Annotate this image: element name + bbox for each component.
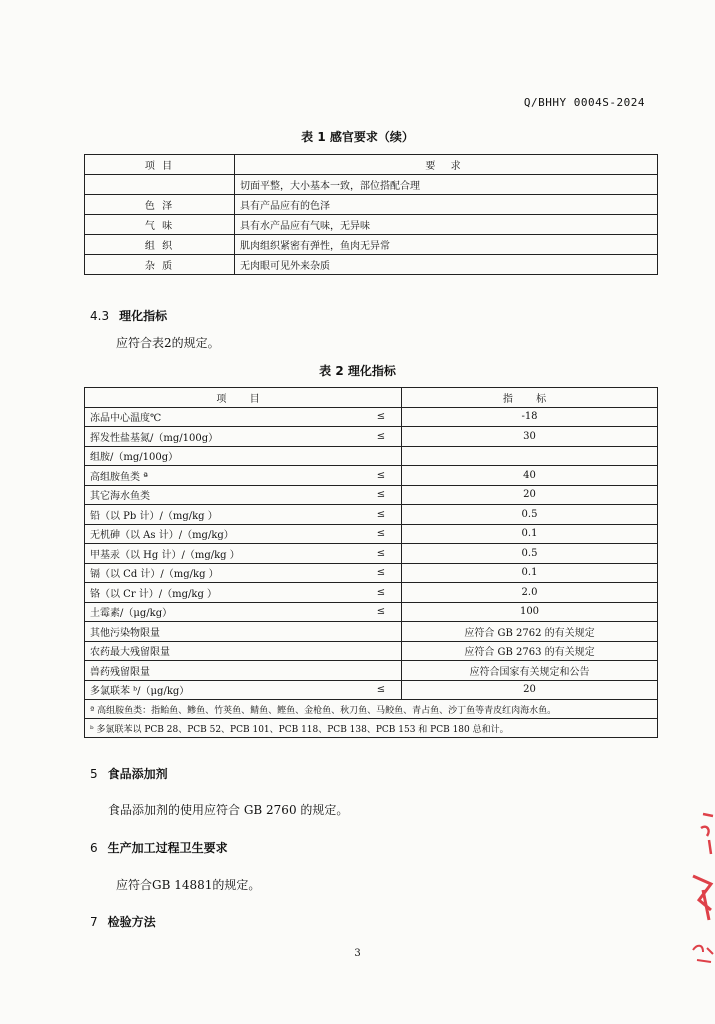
table-cell-value: 0.1 [402, 563, 658, 583]
table2-title: 表 2 理化指标 [319, 364, 396, 378]
table-cell-value: 20 [402, 485, 658, 505]
table-cell-item: 多氯联苯 ᵇ/（μg/kg） [85, 680, 362, 700]
table-row [85, 235, 658, 255]
table-cell-value: 100 [402, 602, 658, 622]
table-header-cell: 项 目 [85, 388, 402, 408]
table-row [85, 680, 658, 700]
table-row [85, 466, 658, 486]
table-row [85, 641, 658, 661]
section-number: 4.3 [90, 309, 110, 323]
seal-stamp-fragment [689, 870, 715, 930]
table-cell-operator: ≤ [361, 563, 402, 583]
section-title: 检验方法 [107, 915, 156, 929]
table-cell-value: 2.0 [402, 583, 658, 603]
table-cell-value [402, 446, 658, 466]
section-title: 生产加工过程卫生要求 [107, 841, 228, 855]
table-cell-value: -18 [402, 407, 658, 427]
table-cell-item: 其他污染物限量 [85, 622, 362, 642]
table-cell-item: 铬（以 Cr 计）/（mg/kg ） [85, 583, 362, 603]
table-cell-operator [361, 446, 402, 466]
table-cell-item: 无机砷（以 As 计）/（mg/kg） [85, 524, 362, 544]
section-title: 理化指标 [119, 309, 168, 323]
table-cell: 杂 质 [85, 255, 235, 275]
table-row [85, 175, 658, 195]
section-title: 食品添加剂 [107, 767, 168, 781]
table-cell-operator: ≤ [361, 583, 402, 603]
table-row [85, 255, 658, 275]
table-cell: 气 味 [85, 215, 235, 235]
table-cell-operator: ≤ [361, 544, 402, 564]
table-cell-item: 土霉素/（μg/kg） [85, 602, 362, 622]
physicochemical-table [84, 387, 658, 738]
table-cell-value: 30 [402, 427, 658, 447]
table1-title: 表 1 感官要求（续） [301, 130, 414, 144]
table-row [85, 602, 658, 622]
section-5-heading [90, 765, 168, 782]
table-cell-item: 兽药残留限量 [85, 661, 362, 681]
table-note-row [85, 700, 658, 719]
seal-stamp-fragment [689, 810, 715, 870]
section-number: 6 [90, 841, 98, 855]
table-cell: 肌肉组织紧密有弹性，鱼肉无异常 [235, 235, 658, 255]
section-5-text: 食品添加剂的使用应符合 GB 2760 的规定。 [108, 803, 349, 817]
sensory-requirements-table [84, 154, 658, 275]
table-cell-value: 应符合国家有关规定和公告 [402, 661, 658, 681]
table-row [85, 195, 658, 215]
table-cell-operator [361, 641, 402, 661]
table-cell-item: 挥发性盐基氮/（mg/100g） [85, 427, 362, 447]
section-number: 5 [90, 767, 98, 781]
table-cell-value: 0.5 [402, 544, 658, 564]
table-cell-item: 镉（以 Cd 计）/（mg/kg ） [85, 563, 362, 583]
table-cell-operator: ≤ [361, 524, 402, 544]
table-cell-value: 0.1 [402, 524, 658, 544]
table-cell-item: 甲基汞（以 Hg 计）/（mg/kg ） [85, 544, 362, 564]
table-row [85, 544, 658, 564]
table-cell: 无肉眼可见外来杂质 [235, 255, 658, 275]
table-cell [85, 175, 235, 195]
table-row [85, 446, 658, 466]
table-cell-value: 40 [402, 466, 658, 486]
table-cell-item: 冻品中心温度℃ [85, 407, 362, 427]
table-cell-value: 0.5 [402, 505, 658, 525]
table-row [85, 485, 658, 505]
table-header-cell: 项 目 [85, 155, 235, 175]
table-cell: 组 织 [85, 235, 235, 255]
seal-stamp-fragment [689, 930, 715, 990]
table-row [85, 505, 658, 525]
section-4-3-heading [90, 307, 167, 324]
table-cell-operator [361, 661, 402, 681]
table-cell-operator: ≤ [361, 427, 402, 447]
table-cell-item: 其它海水鱼类 [85, 485, 362, 505]
table-cell-value: 20 [402, 680, 658, 700]
document-code: Q/BHHY 0004S-2024 [523, 96, 645, 109]
table-cell: 色 泽 [85, 195, 235, 215]
table-header-row [85, 388, 658, 408]
section-7-heading [90, 913, 156, 930]
section-6-text: 应符合GB 14881的规定。 [116, 878, 261, 892]
section-4-3-text: 应符合表2的规定。 [116, 336, 220, 350]
page-number: 3 [354, 948, 361, 959]
section-number: 7 [90, 915, 98, 929]
table-cell-operator [361, 622, 402, 642]
table-cell-operator: ≤ [361, 602, 402, 622]
table-cell-item: 农药最大残留限量 [85, 641, 362, 661]
table-cell-item: 铅（以 Pb 计）/（mg/kg ） [85, 505, 362, 525]
table-cell-item: 高组胺鱼类 ª [85, 466, 362, 486]
table-header-cell: 指 标 [402, 388, 658, 408]
table-cell-operator: ≤ [361, 680, 402, 700]
table-row [85, 563, 658, 583]
table-row [85, 622, 658, 642]
table-row [85, 427, 658, 447]
table-cell-value: 应符合 GB 2763 的有关规定 [402, 641, 658, 661]
table-body [85, 407, 658, 700]
table-row [85, 524, 658, 544]
table-cell-item: 组胺/（mg/100g） [85, 446, 362, 466]
table-cell-operator: ≤ [361, 485, 402, 505]
table-cell-operator: ≤ [361, 407, 402, 427]
table-cell: 具有产品应有的色泽 [235, 195, 658, 215]
table-row [85, 583, 658, 603]
table-cell-operator: ≤ [361, 505, 402, 525]
table-note-row [85, 719, 658, 738]
table-row [85, 215, 658, 235]
table-cell: 具有水产品应有气味，无异味 [235, 215, 658, 235]
table-row [85, 407, 658, 427]
table-note: ª 高组胺鱼类：指鲐鱼、鲹鱼、竹荚鱼、鲭鱼、鲣鱼、金枪鱼、秋刀鱼、马鲛鱼、青占鱼、沙丁鱼等青皮红肉海水鱼。 [85, 700, 658, 719]
table-note: ᵇ 多氯联苯以 PCB 28、PCB 52、PCB 101、PCB 118、PCB 138、PCB 153 和 PCB 180 总和计。 [85, 719, 658, 738]
table-cell: 切面平整，大小基本一致，部位搭配合理 [235, 175, 658, 195]
table-cell-value: 应符合 GB 2762 的有关规定 [402, 622, 658, 642]
table-cell-operator: ≤ [361, 466, 402, 486]
table-header-cell: 要 求 [235, 155, 658, 175]
section-6-heading [90, 839, 228, 856]
table-row [85, 661, 658, 681]
table-header-row [85, 155, 658, 175]
